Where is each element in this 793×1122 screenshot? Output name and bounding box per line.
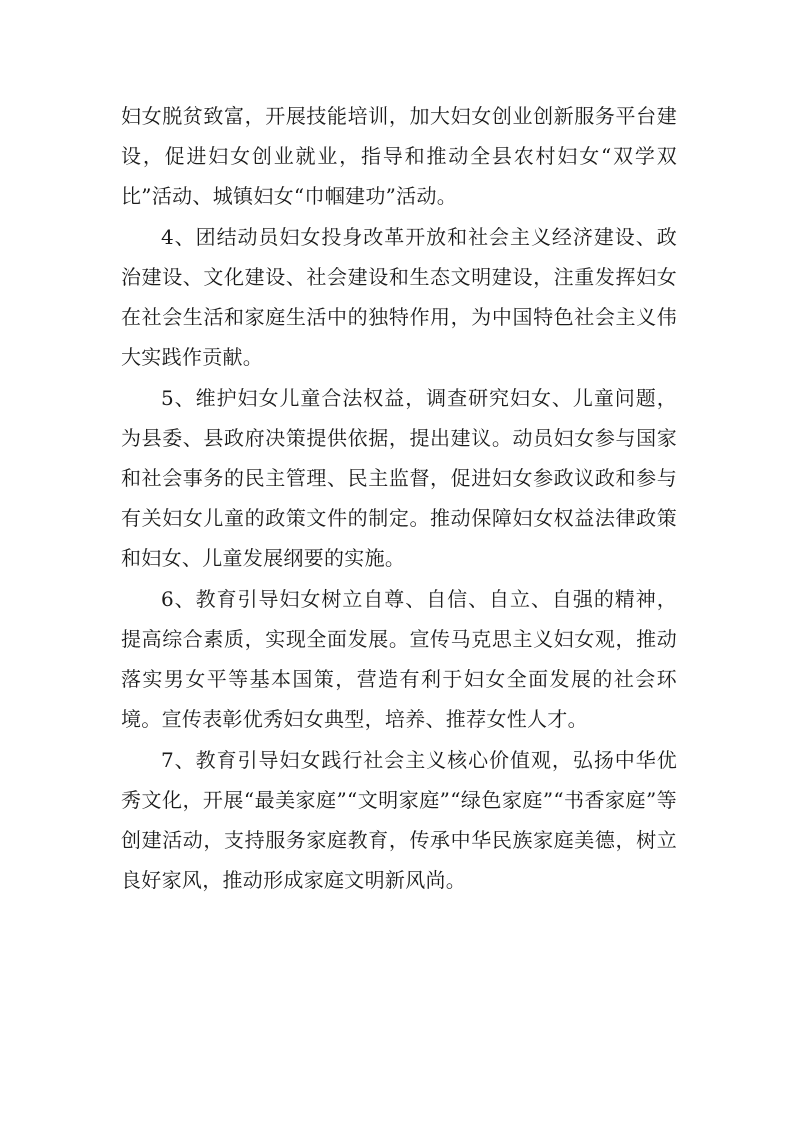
- paragraph-item-4: 4、团结动员妇女投身改革开放和社会主义经济建设、政治建设、文化建设、社会建设和生态文明建设，注重发挥妇女在社会生活和家庭生活中的独特作用，为中国特色社会主义伟大实践作贡献。: [121, 225, 677, 369]
- paragraph-item-5: 5、维护妇女儿童合法权益，调查研究妇女、儿童问题，为县委、县政府决策提供依据，提出建议。动员妇女参与国家和社会事务的民主管理、民主监督，促进妇女参政议政和参与有关妇女儿童的政策文件的制定。推动保障妇女权益法律政策和妇女、儿童发展纲要的实施。: [121, 386, 677, 570]
- paragraph-continuation: 妇女脱贫致富，开展技能培训，加大妇女创业创新服务平台建设，促进妇女创业就业，指导和推动全县农村妇女“双学双比”活动、城镇妇女“巾帼建功”活动。: [121, 104, 677, 208]
- document-body: [121, 96, 677, 900]
- paragraph-item-7: 7、教育引导妇女践行社会主义核心价值观，弘扬中华优秀文化，开展“最美家庭”“文明家庭”“绿色家庭”“书香家庭”等创建活动，支持服务家庭教育，传承中华民族家庭美德，树立良好家风，推动形成家庭文明新风尚。: [121, 748, 677, 892]
- paragraph-item-6: 6、教育引导妇女树立自尊、自信、自立、自强的精神，提高综合素质，实现全面发展。宣传马克思主义妇女观，推动落实男女平等基本国策，营造有利于妇女全面发展的社会环境。宣传表彰优秀妇女典型，培养、推荐女性人才。: [121, 587, 677, 731]
